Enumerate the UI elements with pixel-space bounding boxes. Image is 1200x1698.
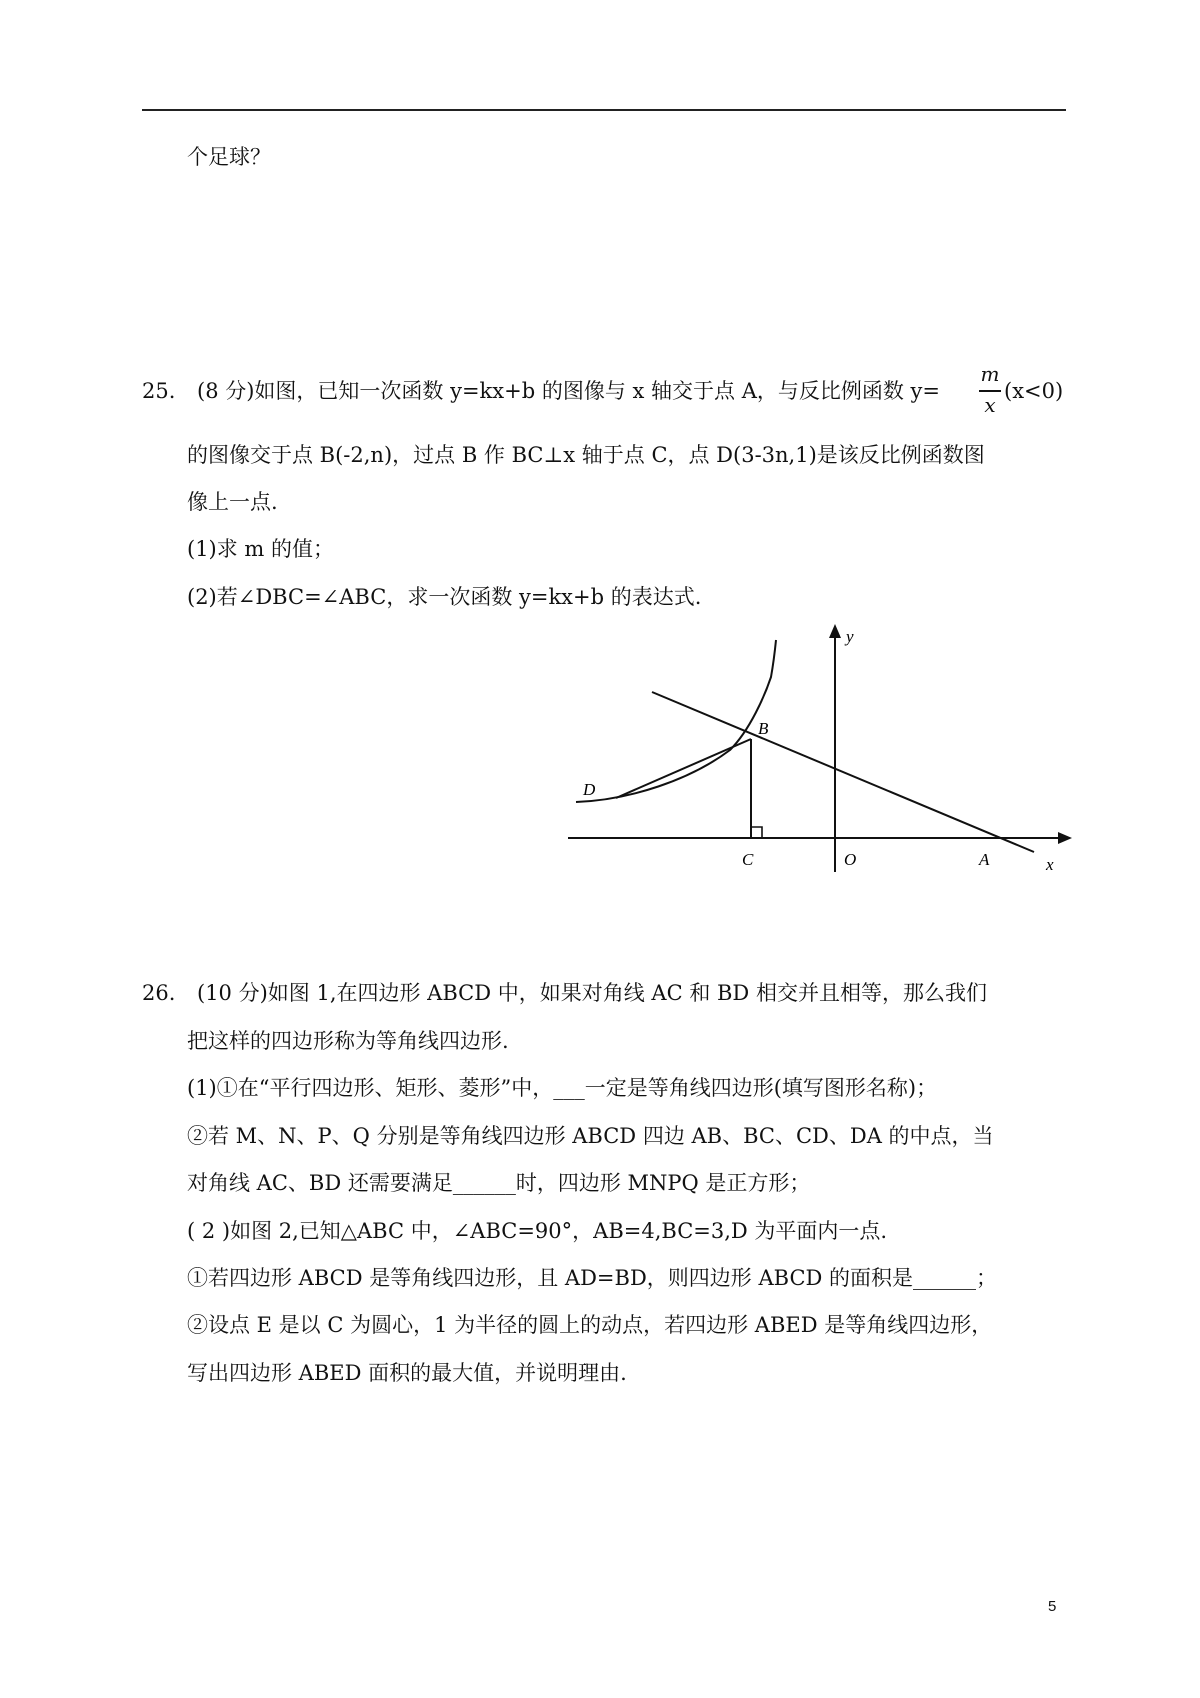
q26-line6: ( 2 )如图 2,已知△ABC 中，∠ABC=90°，AB=4,BC=3,D 为平面内一点. xyxy=(187,1219,888,1243)
q26-line8: ②设点 E 是以 C 为圆心，1 为半径的圆上的动点，若四边形 ABED 是等角线四边形， xyxy=(187,1313,993,1337)
q25-figure xyxy=(560,620,1080,880)
label-y: y xyxy=(846,627,854,646)
q26-line7: ①若四边形 ABCD 是等角线四边形，且 AD=BD，则四边形 ABCD 的面积是______； xyxy=(187,1266,998,1290)
q26-number: 26. xyxy=(142,981,176,1005)
segment-BD xyxy=(616,739,751,798)
q25-line3: 像上一点. xyxy=(187,490,278,514)
y-axis-arrow xyxy=(829,624,841,638)
q25-line1 xyxy=(197,376,940,406)
q26-line5: 对角线 AC、BD 还需要满足______时，四边形 MNPQ 是正方形； xyxy=(187,1171,811,1195)
q26-line4: ②若 M、N、P、Q 分别是等角线四边形 ABCD 四边 AB、BC、CD、DA 的中点，当 xyxy=(187,1124,994,1148)
line-AB xyxy=(652,692,1034,852)
q25-part1: (1)求 m 的值； xyxy=(187,537,335,561)
x-axis-arrow xyxy=(1058,832,1072,844)
label-x: x xyxy=(1046,855,1054,874)
q26-line1: (10 分)如图 1,在四边形 ABCD 中，如果对角线 AC 和 BD 相交并且相等，那么我们 xyxy=(197,981,987,1005)
label-D: D xyxy=(583,780,596,799)
continuation-text: 个足球？ xyxy=(187,145,271,169)
q25-number: 25. xyxy=(142,379,176,403)
q25-part2: (2)若∠DBC=∠ABC，求一次函数 y=kx+b 的表达式. xyxy=(187,585,702,609)
q25-line1-text: (8 分)如图，已知一次函数 y=kx+b 的图像与 x 轴交于点 A，与反比例函数 y= xyxy=(197,379,941,403)
right-angle-marker xyxy=(751,827,762,838)
q25-line2: 的图像交于点 B(-2,n)，过点 B 作 BC⊥x 轴于点 C，点 D(3-3n,1)是该反比例函数图 xyxy=(187,443,985,467)
fraction-bar xyxy=(979,390,1001,392)
q25-line1-domain: (x<0) xyxy=(1004,379,1064,403)
label-A: A xyxy=(979,850,990,869)
hyperbola-curve xyxy=(576,640,776,802)
fraction-numerator: m xyxy=(980,362,1000,386)
q26-line2: 把这样的四边形称为等角线四边形. xyxy=(187,1029,509,1053)
q26-line9: 写出四边形 ABED 面积的最大值，并说明理由. xyxy=(187,1361,627,1385)
label-B: B xyxy=(758,719,769,738)
label-O: O xyxy=(844,850,857,869)
q26-line3: (1)①在“平行四边形、矩形、菱形”中，___一定是等角线四边形(填写图形名称)； xyxy=(187,1076,938,1100)
header-rule xyxy=(142,109,1066,111)
page-number: 5 xyxy=(1048,1598,1057,1615)
label-C: C xyxy=(742,850,754,869)
fraction-denominator: x xyxy=(984,393,996,417)
